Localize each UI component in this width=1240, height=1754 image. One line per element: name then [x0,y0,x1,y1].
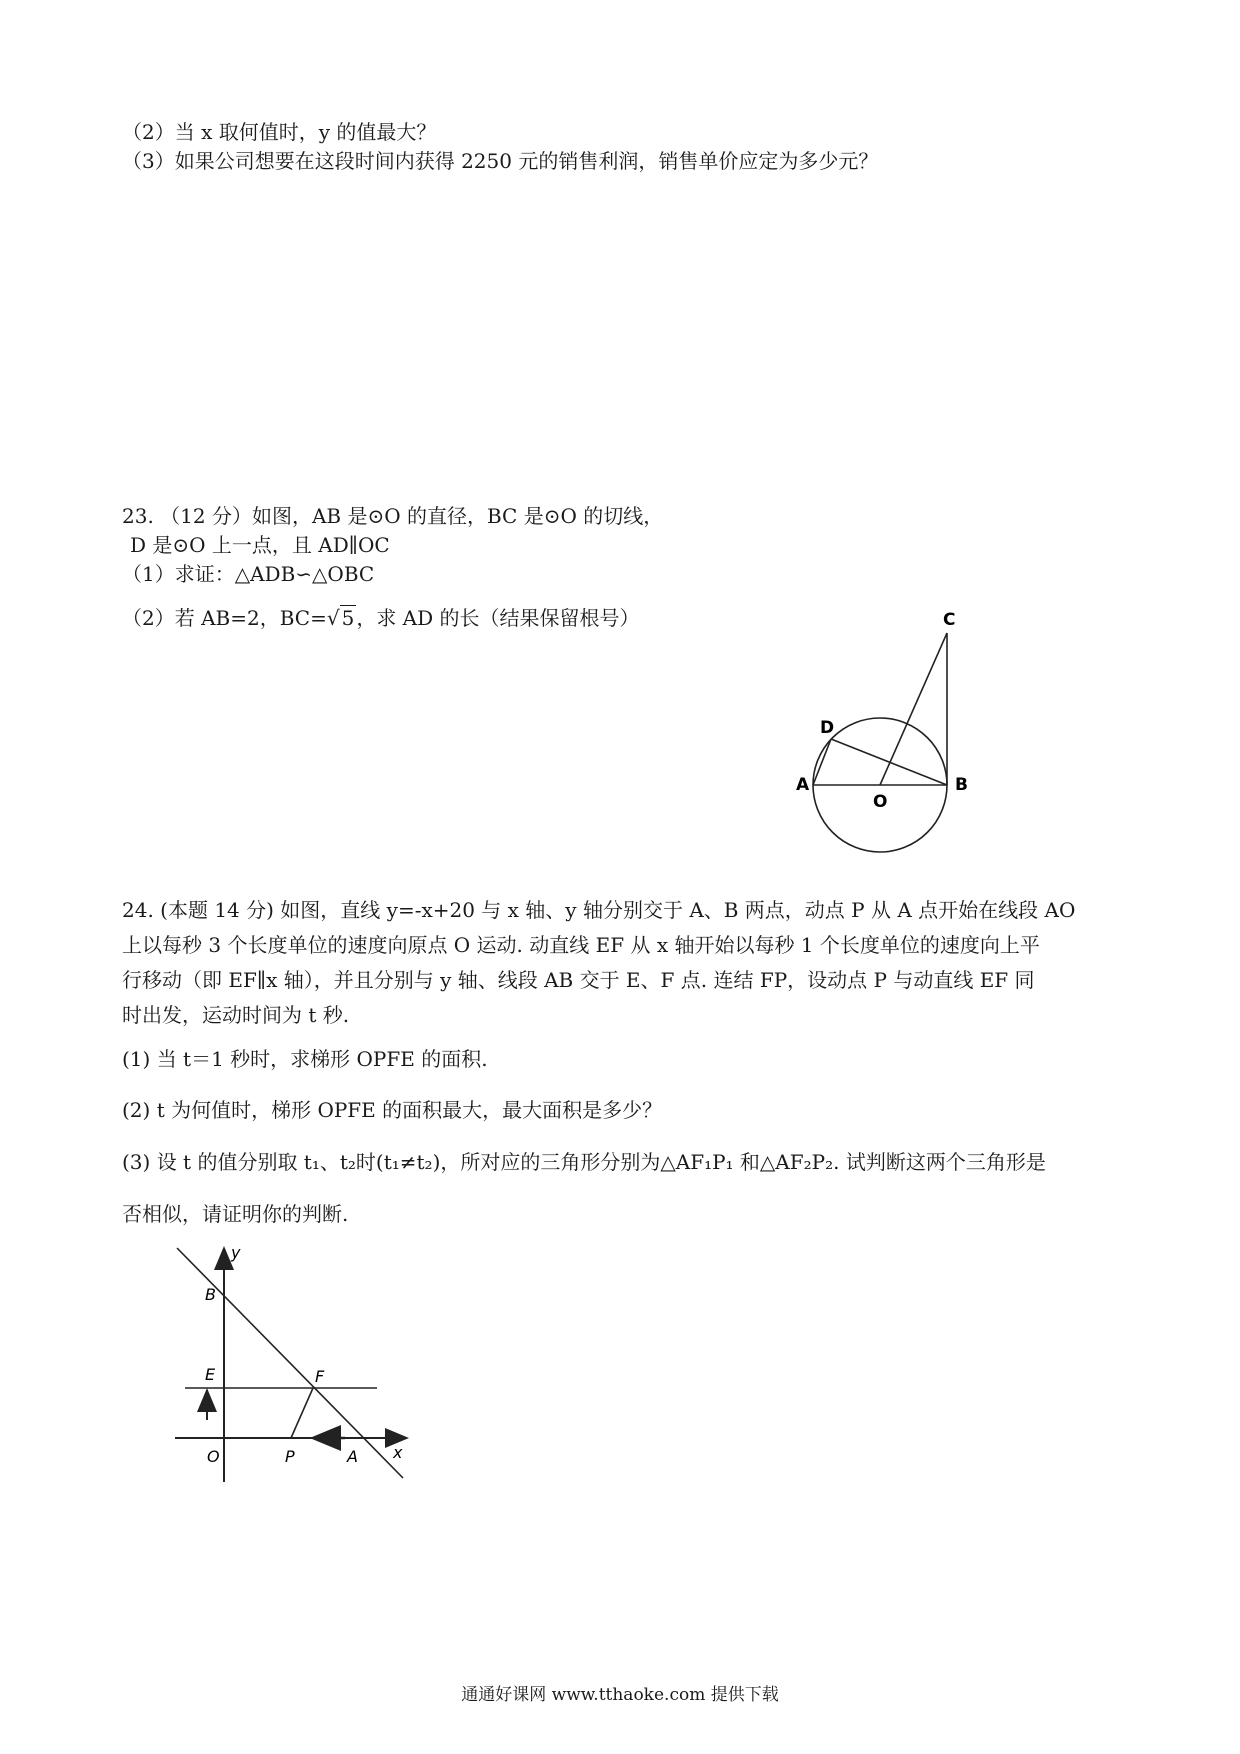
segment-db [831,739,947,785]
label-c: C [943,610,956,630]
label-b: B [955,775,968,795]
segment-ad [813,739,831,785]
label-y: y [231,1243,241,1262]
line-ab [177,1248,403,1478]
q24-part2: (2) t 为何值时，梯形 OPFE 的面积最大，最大面积是多少？ [122,1098,663,1122]
q23-part2-radicand: 5 [341,606,355,630]
label-b: B [205,1285,216,1304]
segment-fp [291,1388,313,1438]
label-o: O [207,1447,220,1466]
sqrt-symbol: √ 5 [326,606,355,630]
label-o: O [873,792,888,812]
q23-part2-prefix: （2）若 AB=2，BC= [122,606,327,630]
q24-line4: 时出发，运动时间为 t 秒. [122,1003,350,1027]
page-footer: 通通好课网 www.tthaoke.com 提供下载 [461,1685,779,1705]
q22-part2: （2）当 x 取何值时，y 的值最大？ [122,120,437,144]
q24-part3-cont: 否相似，请证明你的判断. [122,1202,349,1226]
label-f: F [315,1367,325,1386]
q24-line2: 上以每秒 3 个长度单位的速度向原点 O 运动. 动直线 EF 从 x 轴开始以每秒 1 个长度单位的速度向上平 [122,933,1040,957]
q23-header: 23. （12 分）如图，AB 是⊙O 的直径，BC 是⊙O 的切线， [122,504,664,528]
label-a: A [796,775,810,795]
q24-part1: (1) 当 t＝1 秒时，求梯形 OPFE 的面积. [122,1047,488,1071]
q23-part2-suffix: ，求 AD 的长（结果保留根号） [356,606,640,630]
label-p: P [285,1447,295,1466]
q24-coordinate-figure [165,1242,415,1487]
q23-circle-figure [796,595,1010,875]
q22-part3: （3）如果公司想要在这段时间内获得 2250 元的销售利润，销售单价应定为多少元？ [122,149,879,173]
label-e: E [205,1365,216,1384]
q23-part1: （1）求证：△ADB∽△OBC [122,562,375,586]
q24-line1: 24. (本题 14 分) 如图，直线 y=-x+20 与 x 轴、y 轴分别交于 A、B 两点，动点 P 从 A 点开始在线段 AO [122,898,1076,922]
q24-part3: (3) 设 t 的值分别取 t₁、t₂时(t₁≠t₂)，所对应的三角形分别为△AF₁P₁ 和△AF₂P₂. 试判断这两个三角形是 [122,1150,1046,1174]
q24-line3: 行移动（即 EF∥x 轴），并且分别与 y 轴、线段 AB 交于 E、F 点. 连结 FP，设动点 P 与动直线 EF 同 [122,968,1035,992]
label-a: A [347,1447,358,1466]
q23-line2: D 是⊙O 上一点，且 AD∥OC [130,533,390,557]
label-x: x [393,1443,403,1462]
q23-part2 [122,604,640,632]
label-d: D [820,718,835,738]
